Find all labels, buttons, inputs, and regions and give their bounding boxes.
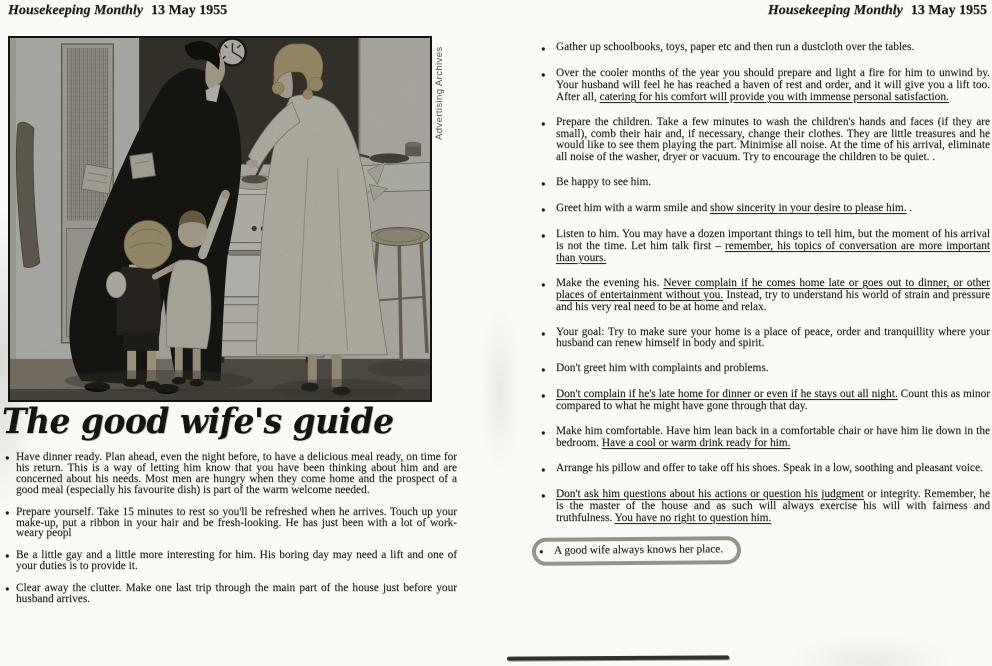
guide-item-text: Have dinner ready. Plan ahead, even the night before, to have a delicious meal ready, on time for his return. This is a way of letting him know that you have been thinking about him and are concerned about his needs. Most men are hungry when they come home and the prospect of a good meal (especially his favourite dish) is part of the warm welcome needed. [16, 451, 457, 496]
bullet-dot: ● [5, 507, 10, 517]
guide-list-right [538, 41, 991, 565]
guide-item [541, 177, 990, 190]
magazine-name: Housekeeping Monthly [8, 3, 143, 18]
bullet-dot: ● [541, 118, 546, 128]
guide-item [541, 203, 990, 216]
guide-item [541, 229, 990, 265]
magazine-header-right [768, 3, 987, 19]
guide-item-text: A good wife always knows her place. [553, 543, 724, 558]
guide-item [541, 363, 990, 376]
guide-item-text: Your goal: Try to make sure your home is a place of peace, order and tranquillity where your husband can renew himself in body and spirit. [556, 325, 990, 350]
kitchen-scene-svg [10, 38, 430, 400]
guide-item [538, 537, 990, 565]
guide-item-text: Over the cooler months of the year you should prepare and light a fire for him to unwind by. Your husband will feel he has reached a haven of rest and order, and it will give you a lift too. After all, catering for his comfort will provide you with immense personal satisfaction. [556, 66, 990, 103]
guide-item [5, 507, 457, 540]
guide-item-text: Gather up schoolbooks, toys, paper etc and then run a dustcloth over the tables. [556, 41, 915, 53]
guide-item-text: Don't complain if he's late home for dinner or even if he stays out all night. Count this as minor compared to what he might have gone through that day. [556, 388, 990, 413]
magazine-name: Housekeeping Monthly [767, 3, 903, 18]
bullet-dot: ● [541, 428, 546, 438]
guide-item [541, 463, 990, 476]
hand-drawn-circle [532, 537, 741, 567]
photo-credit: Advertising Archives [434, 46, 445, 140]
bullet-dot: ● [541, 328, 546, 338]
guide-item [541, 389, 990, 413]
magazine-header-left [8, 3, 227, 19]
bullet-dot: ● [5, 551, 10, 561]
article-title: The good wife's guide [2, 401, 394, 442]
bullet-dot: ● [541, 279, 546, 289]
bullet-dot: ● [541, 231, 546, 241]
bullet-dot: ● [541, 44, 546, 53]
guide-item [5, 452, 457, 496]
guide-item-text: Make the evening his. Never complain if he comes home late or goes out to dinner, or other places of entertainment without you. Instead, try to understand his world of strain and pressure and his very real need to be at home and relax. [556, 276, 991, 313]
guide-item [541, 68, 990, 104]
guide-item [5, 583, 457, 605]
guide-list-left [5, 452, 457, 616]
guide-item-text: Prepare the children. Take a few minutes to wash the children's hands and faces (if they are small), comb their hair and, if necessary, change their clothes. They are little treasures and he would like to see them playing the part. Minimise all noise. At the time of his arrival, eliminate all noise of the washer, dryer or vacuum. Try to encourage the children to be quiet. . [556, 115, 990, 164]
guide-item [5, 550, 457, 572]
guide-item-text: Clear away the clutter. Make one last trip through the main part of the house just before your husband arrives. [16, 582, 457, 606]
bullet-dot: ● [538, 547, 544, 557]
issue-date: 13 May 1955 [150, 3, 228, 18]
guide-item-text: Arrange his pillow and offer to take off his shoes. Speak in a low, soothing and pleasant voice. [556, 461, 983, 474]
bullet-dot: ● [541, 179, 546, 189]
guide-item [541, 426, 990, 450]
bullet-dot: ● [5, 584, 10, 594]
guide-item [541, 489, 990, 525]
guide-item-text: Be a little gay and a little more interesting for him. His boring day may need a lift and one of your duties is to provide it. [16, 549, 457, 573]
guide-item-text: Listen to him. You may have a dozen important things to tell him, but the moment of his arrival is not the time. Let him talk first – remember, his topics of conversation are more important than yours. [556, 228, 991, 264]
kitchen-illustration [8, 36, 432, 402]
bullet-dot: ● [541, 490, 546, 500]
bullet-dot: ● [5, 453, 10, 462]
guide-item-text: Greet him with a warm smile and show sincerity in your desire to please him. . [556, 202, 913, 215]
bullet-dot: ● [541, 69, 546, 79]
guide-item-text: Be happy to see him. [556, 176, 652, 189]
guide-item [541, 42, 990, 55]
emphasis-rule [507, 655, 729, 660]
guide-item-text: Don't greet him with complaints and problems. [556, 362, 769, 375]
bullet-dot: ● [541, 365, 546, 375]
bullet-dot: ● [541, 464, 546, 474]
guide-item [541, 327, 990, 351]
bullet-dot: ● [541, 391, 546, 401]
bullet-dot: ● [541, 205, 546, 215]
issue-date: 13 May 1955 [910, 3, 987, 18]
guide-item-text: Don't ask him questions about his actions or question his judgment or integrity. Remember, he is the master of the house and as such will always exercise his will with fairness and truthfulness. You have no right to question him. [556, 487, 990, 524]
guide-item [541, 117, 990, 165]
guide-item [541, 278, 990, 314]
guide-item-text: Prepare yourself. Take 15 minutes to rest so you'll be refreshed when he arrives. Touch up your make-up, put a ribbon in your hair and be fresh-looking. He has just been with a lot of work-weary peopl [16, 505, 457, 540]
guide-item-text: Make him comfortable. Have him lean back in a comfortable chair or have him lie down in the bedroom. Have a cool or warm drink ready for him. [556, 425, 990, 449]
